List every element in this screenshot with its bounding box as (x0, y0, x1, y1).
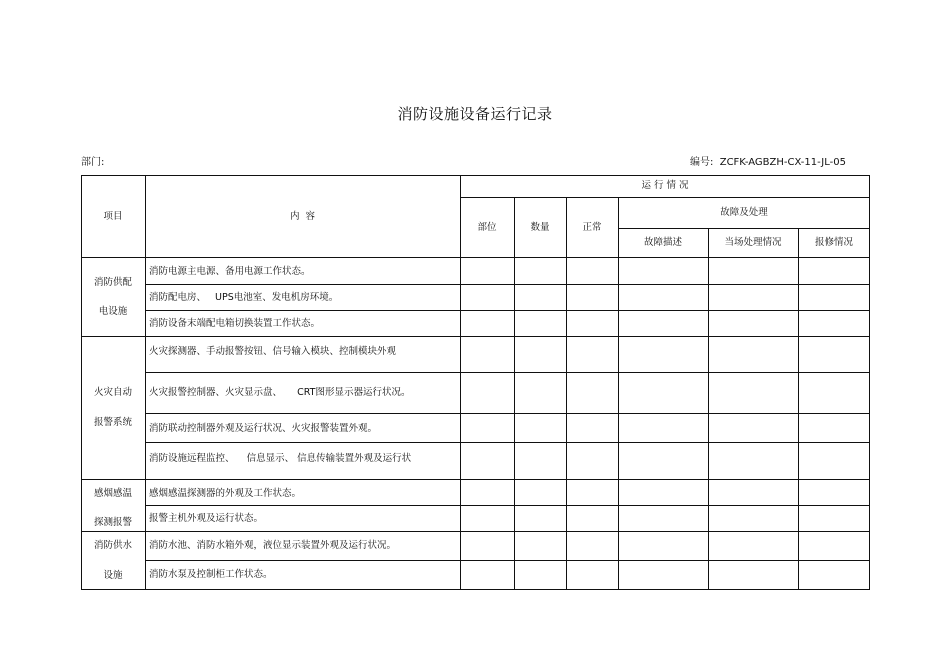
department-label: 部门: (81, 157, 105, 168)
page-title: 消防设施设备运行记录 (397, 105, 553, 123)
header-quantity: 数量 (530, 222, 550, 233)
header-repair: 报修情况 (814, 237, 853, 248)
row-content: 消防设备末端配电箱切换装置工作状态。 (149, 318, 321, 329)
group-label: 火灾自动 (93, 387, 132, 398)
group-label: 设施 (103, 570, 123, 581)
row-content: 消防电源主电源、备用电源工作状态。 (149, 266, 311, 277)
header-status: 运 行 情 况 (641, 180, 689, 191)
row-content: 消防水泵及控制柜工作状态。 (149, 569, 273, 580)
header-item: 项目 (103, 211, 123, 222)
row-content: 火灾报警控制器、火灾显示盘、 CRT图形显示器运行状况。 (149, 387, 411, 398)
group-label: 消防供配 (93, 277, 132, 288)
row-content: 报警主机外观及运行状态。 (149, 513, 264, 524)
row-content: 消防配电房、 UPS电池室、发电机房环境。 (149, 292, 339, 303)
row-content: 感烟感温探测器的外观及工作状态。 (149, 488, 302, 499)
header-fault-desc: 故障描述 (643, 237, 682, 248)
group-label: 感烟感温 (93, 488, 132, 499)
group-label: 探测报警 (93, 517, 132, 528)
row-content: 火灾探测器、手动报警按钮、信号输入模块、控制模块外观 (149, 346, 397, 357)
document-number: 编号: ZCFK-AGBZH-CX-11-JL-05 (690, 157, 846, 168)
row-content: 消防设施远程监控、 信息显示、 信息传输装置外观及运行状 (149, 453, 412, 464)
header-onsite: 当场处理情况 (724, 237, 782, 248)
row-content: 消防联动控制器外观及运行状况、火灾报警装置外观。 (149, 423, 378, 434)
group-label: 消防供水 (93, 540, 132, 551)
row-content: 消防水池、消防水箱外观，液位显示装置外观及运行状况。 (149, 540, 397, 551)
header-normal: 正常 (582, 222, 602, 233)
group-label: 电设施 (98, 306, 128, 317)
header-content: 内 容 (289, 211, 316, 222)
group-label: 报警系统 (93, 417, 132, 428)
header-location: 部位 (477, 222, 497, 233)
header-fault: 故障及处理 (720, 207, 768, 218)
